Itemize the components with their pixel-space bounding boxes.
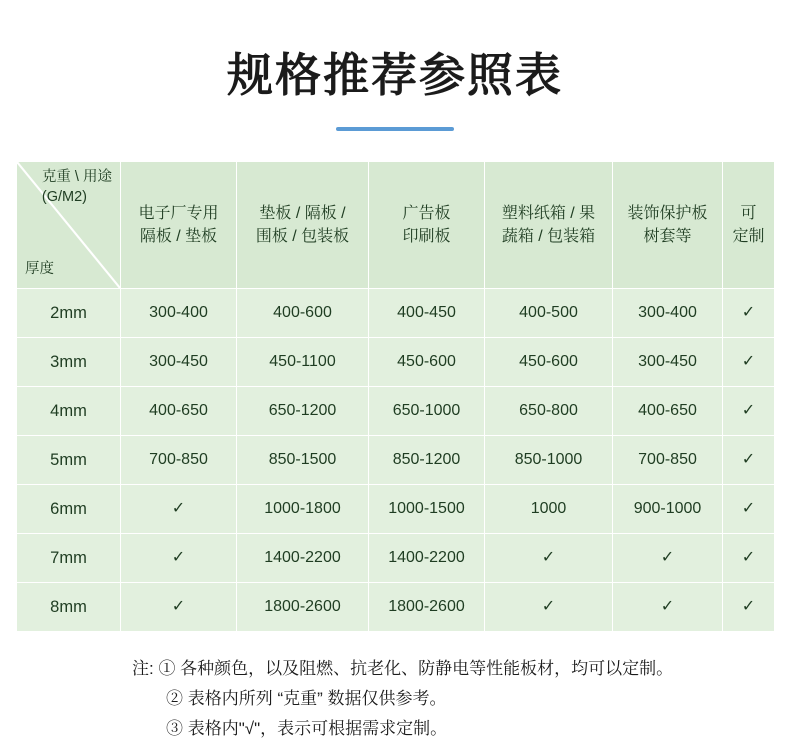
cell-value: 300-400 [121,289,237,338]
table-head [17,162,775,289]
cell-value: 300-450 [121,338,237,387]
cell-check: ✓ [485,583,613,632]
cell-value: 450-1100 [237,338,369,387]
cell-check: ✓ [121,534,237,583]
cell-check: ✓ [723,289,775,338]
row-thickness: 7mm [17,534,121,583]
table-row [17,485,775,534]
row-thickness: 5mm [17,436,121,485]
cell-value: 1400-2200 [237,534,369,583]
note-line-2: ② 表格内所列 “克重” 数据仅供参考。 [166,688,447,708]
cell-value: 700-850 [121,436,237,485]
header-line1: 电子厂专用 [138,205,219,222]
column-header-padboard: 垫板 / 隔板 / 围板 / 包装板 [237,162,369,289]
column-header-advertising: 广告板 印刷板 [369,162,485,289]
cell-check: ✓ [723,436,775,485]
spec-table [16,161,775,632]
cell-value: 450-600 [485,338,613,387]
cell-value: 400-500 [485,289,613,338]
cell-value: 700-850 [613,436,723,485]
cell-value: 650-1200 [237,387,369,436]
cell-check: ✓ [485,534,613,583]
cell-value: 1000 [485,485,613,534]
cell-value: 400-650 [613,387,723,436]
table-row [17,338,775,387]
cell-check: ✓ [723,583,775,632]
cell-value: 400-600 [237,289,369,338]
spec-table-container [16,161,774,632]
table-row [17,583,775,632]
cell-value: 850-1200 [369,436,485,485]
row-thickness: 3mm [17,338,121,387]
corner-header-cell [17,162,121,289]
notes-block [0,654,790,743]
table-body [17,289,775,632]
note-line-3: ③ 表格内"√"，表示可根据需求定制。 [166,718,448,738]
column-header-decorative: 装饰保护板 树套等 [613,162,723,289]
cell-value: 400-450 [369,289,485,338]
row-thickness: 6mm [17,485,121,534]
table-header-row [17,162,775,289]
cell-value: 1400-2200 [369,534,485,583]
cell-value: 300-450 [613,338,723,387]
table-row [17,436,775,485]
corner-bottom-label: 厚度 [25,261,54,278]
cell-check: ✓ [121,485,237,534]
header-line2: 隔板 / 垫板 [139,228,218,246]
cell-value: 1800-2600 [237,583,369,632]
cell-check: ✓ [723,534,775,583]
page-title: 规格推荐参照表 [227,49,563,101]
cell-check: ✓ [121,583,237,632]
column-header-plasticbox: 塑料纸箱 / 果 蔬箱 / 包装箱 [485,162,613,289]
column-header-electronics [121,162,237,289]
cell-value: 850-1500 [237,436,369,485]
cell-value: 650-1000 [369,387,485,436]
cell-value: 1000-1500 [369,485,485,534]
table-row [17,534,775,583]
cell-check: ✓ [613,583,723,632]
cell-value: 1800-2600 [369,583,485,632]
cell-check: ✓ [723,485,775,534]
cell-value: 1000-1800 [237,485,369,534]
table-row [17,387,775,436]
note-line-1: 注: ① 各种颜色，以及阻燃、抗老化、防静电等性能板材，均可以定制。 [132,659,674,679]
cell-check: ✓ [613,534,723,583]
table-row [17,289,775,338]
cell-value: 450-600 [369,338,485,387]
row-thickness: 2mm [17,289,121,338]
column-header-customizable: 可 定制 [723,162,775,289]
cell-value: 300-400 [613,289,723,338]
cell-value: 650-800 [485,387,613,436]
corner-top-label: 克重 \ 用途 (G/M2) [41,169,112,205]
cell-check: ✓ [723,338,775,387]
cell-value: 900-1000 [613,485,723,534]
row-thickness: 8mm [17,583,121,632]
cell-value: 400-650 [121,387,237,436]
title-underline [336,127,454,131]
cell-value: 850-1000 [485,436,613,485]
cell-check: ✓ [723,387,775,436]
row-thickness: 4mm [17,387,121,436]
